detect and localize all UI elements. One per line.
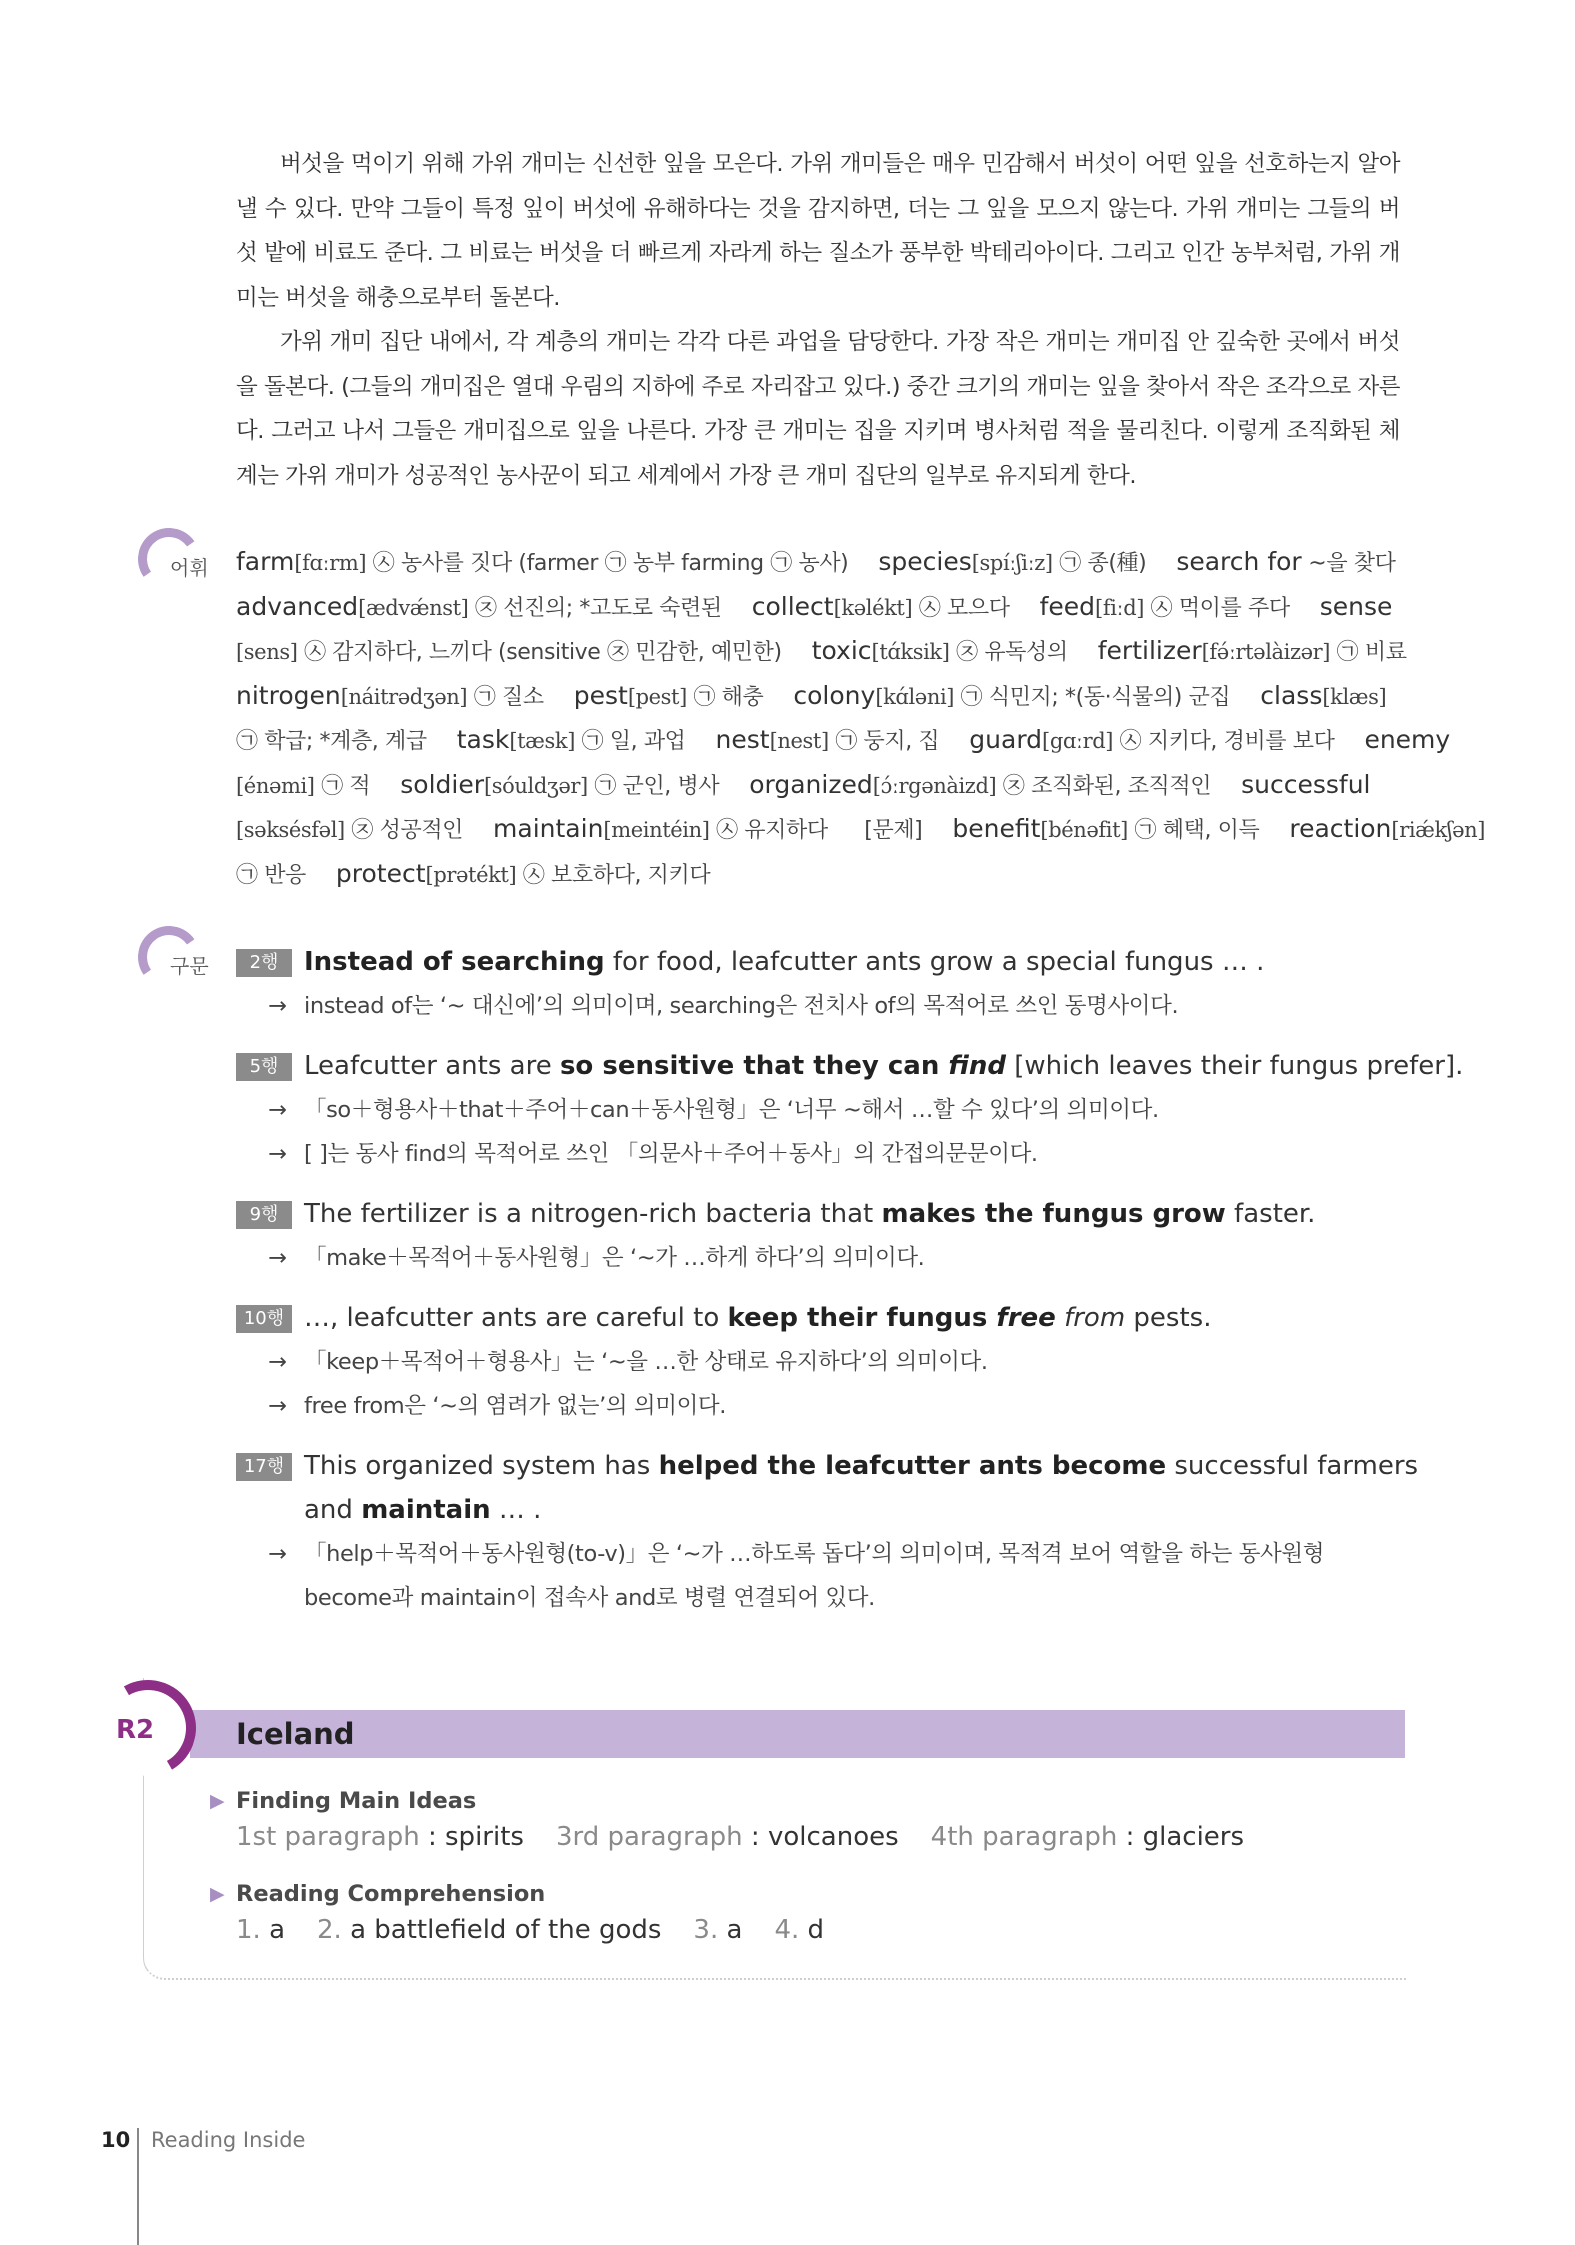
- answer-value: a: [260, 1915, 286, 1945]
- vocab-meaning: ㉨ 유독성의: [949, 640, 1068, 665]
- vocab-meaning: ~을 찾다: [1301, 551, 1396, 576]
- vocab-phonetic: [ædvǽnst]: [358, 595, 469, 620]
- vocab-meaning: ㉠ 학급; *계층, 계급: [236, 729, 427, 754]
- vocab-word: toxic: [811, 636, 872, 665]
- vocab-word: fertilizer: [1097, 636, 1202, 665]
- vocab-meaning: ㉦ 지키다, 경비를 보다: [1113, 729, 1335, 754]
- grammar-note-text: 「help＋목적어＋동사원형(to-v)」은 ‘~가 …하도록 돕다’의 의미이며, 목적격 보어 역할을 하는 동사원형: [304, 1541, 1325, 1567]
- vocab-meaning: [문제]: [857, 818, 923, 843]
- grammar-note-text: 「so＋형용사＋that＋주어＋can＋동사원형」은 ‘너무 ~해서 …할 수 있다’의 의미이다.: [304, 1097, 1159, 1123]
- vocab-word: species: [878, 547, 972, 576]
- answer-value: d: [799, 1915, 825, 1945]
- vocab-word: collect: [751, 591, 834, 621]
- vocab-phonetic: [kɑ́ləni]: [875, 684, 955, 709]
- r2-title-band: [190, 1710, 1405, 1758]
- answer-value: a battlefield of the gods: [341, 1915, 662, 1945]
- vocab-meaning: ㉠ 비료: [1330, 640, 1407, 665]
- vocab-line: [236, 718, 1451, 763]
- grammar-note: [236, 1236, 1426, 1280]
- answer-separator: :: [742, 1822, 768, 1852]
- vocab-phonetic: [klæs]: [1322, 684, 1387, 709]
- vocab-meaning: ㉠ 둥지, 집: [828, 729, 940, 754]
- vocab-line: [236, 674, 1416, 719]
- vocab-phonetic: [fiːd]: [1095, 595, 1145, 620]
- grammar-sentence-text: Leafcutter ants are so sensitive that they can find [which leaves their fungus prefer].: [304, 1051, 1464, 1081]
- page-number: 10: [101, 2128, 131, 2152]
- r2-title: Iceland: [236, 1717, 355, 1751]
- answer-key: 1.: [236, 1915, 261, 1945]
- grammar-sentence: [236, 1296, 1426, 1340]
- book-title: Reading Inside: [151, 2128, 306, 2152]
- grammar-sentence-text: Instead of searching for food, leafcutter ants grow a special fungus … .: [304, 947, 1265, 977]
- grammar-note: [236, 1132, 1426, 1176]
- grammar-sentence: [236, 940, 1426, 984]
- vocab-meaning: ㉨ 조직화된, 조직적인: [996, 773, 1212, 799]
- answer-value: a: [718, 1915, 743, 1945]
- vocab-line: [236, 852, 1416, 897]
- grammar-sentence-continued: and maintain … .: [304, 1495, 542, 1525]
- vocab-phonetic: [fə́ːrtəlàizər]: [1201, 640, 1331, 664]
- grammar-sentence-text: …, leafcutter ants are careful to keep their fungus free from pests.: [304, 1303, 1212, 1333]
- main-ideas-answers: [236, 1822, 1244, 1852]
- vocab-word: pest: [573, 680, 628, 710]
- comprehension-answers: [236, 1915, 824, 1945]
- vocab-word: colony: [793, 680, 876, 710]
- vocab-word: benefit: [952, 814, 1041, 843]
- vocab-line: [236, 629, 1416, 674]
- line-number-badge: 2행: [236, 949, 292, 977]
- grammar-note-text: [ ]는 동사 find의 목적어로 쓰인 「의문사＋주어＋동사」의 간접의문문이다.: [304, 1141, 1038, 1167]
- translation-paragraph-1: 버섯을 먹이기 위해 가위 개미는 신선한 잎을 모은다. 가위 개미들은 매우 민감해서 버섯이 어떤 잎을 선호하는지 알아낼 수 있다. 만약 그들이 특정 잎이 버섯에 유해하다는 것을 감지하면, 더는 그 잎을 모으지 않는다. 가위 개미는 그들의 버섯 밭에 비료도 준다. 그 비료는 버섯을 더 빠르게 자라게 하는 질소가 풍부한 박테리아이다. 그리고 인간 농부처럼, 가위 개미는 버섯을 해충으로부터 돌본다.: [236, 151, 1400, 311]
- grammar-sentence: [236, 1444, 1426, 1488]
- vocab-phonetic: [kəlékt]: [833, 595, 913, 620]
- grammar-sentence-text: The fertilizer is a nitrogen-rich bacteria that makes the fungus grow faster.: [304, 1199, 1316, 1229]
- vocab-word: nest: [715, 725, 770, 754]
- vocab-word: guard: [969, 725, 1043, 754]
- vocab-block: [236, 540, 1486, 896]
- vocab-meaning: ㉠ 식민지; *(동·식물의) 군집: [954, 684, 1231, 710]
- vocab-word: enemy: [1364, 725, 1451, 754]
- vocab-meaning: ㉦ 감지하다, 느끼다 (sensitive ㉨ 민감한, 예민한): [297, 640, 782, 665]
- vocab-phonetic: [nest]: [769, 729, 829, 753]
- vocab-word: successful: [1241, 769, 1371, 799]
- vocab-word: farm: [236, 547, 295, 576]
- vocab-meaning: ㉨ 성공적인: [344, 818, 464, 843]
- vocab-meaning: ㉨ 선진의; *고도로 숙련된: [468, 595, 722, 621]
- vocab-meaning: ㉠ 반응: [236, 862, 306, 888]
- translation-block: [236, 142, 1400, 498]
- vocab-word: feed: [1039, 591, 1096, 621]
- vocab-meaning: ㉦ 모으다: [912, 595, 1010, 621]
- main-ideas-heading-text: Finding Main Ideas: [236, 1788, 477, 1814]
- vocab-word: advanced: [236, 591, 359, 621]
- main-ideas-heading: [210, 1788, 476, 1814]
- grammar-note: [236, 984, 1426, 1028]
- vocab-phonetic: [tæsk]: [509, 729, 575, 753]
- arrow-icon: →: [268, 993, 287, 1019]
- grammar-item: [236, 1044, 1464, 1176]
- vocab-phonetic: [náitrədʒən]: [340, 684, 468, 709]
- arrow-icon: →: [268, 1097, 287, 1123]
- grammar-note-text: instead of는 ‘~ 대신에’의 의미이며, searching은 전치사 of의 목적어로 쓰인 동명사이다.: [304, 993, 1179, 1019]
- line-number-badge: 9행: [236, 1201, 292, 1229]
- vocab-phonetic: [spíːʃiːz]: [971, 551, 1053, 575]
- vocab-line: [236, 807, 1486, 852]
- vocab-label: 어휘: [170, 556, 209, 580]
- grammar-note: [236, 1384, 1426, 1428]
- vocab-meaning: ㉠ 질소: [467, 684, 544, 710]
- answer-key: 1st paragraph: [236, 1822, 420, 1852]
- vocab-word: organized: [749, 769, 873, 799]
- vocab-phonetic: [meintéin]: [603, 818, 710, 842]
- answer-key: 2.: [317, 1915, 342, 1945]
- vocab-meaning: ㉠ 군인, 병사: [587, 773, 720, 799]
- grammar-sentence: [236, 1192, 1426, 1236]
- line-number-badge: 10행: [236, 1305, 292, 1333]
- vocab-meaning: ㉠ 적: [314, 773, 371, 799]
- vocab-phonetic: [fɑːrm]: [294, 551, 367, 575]
- vocab-word: class: [1260, 680, 1323, 710]
- triangle-icon: ▶: [210, 1883, 225, 1905]
- vocab-phonetic: [səksésfəl]: [236, 818, 345, 842]
- grammar-note: [236, 1532, 1426, 1576]
- grammar-note-continued: become과 maintain이 접속사 and로 병렬 연결되어 있다.: [304, 1585, 875, 1611]
- vocab-word: protect: [335, 858, 426, 888]
- vocab-phonetic: [prətékt]: [425, 862, 517, 887]
- vocab-phonetic: [gɑːrd]: [1042, 729, 1114, 753]
- vocab-phonetic: [bénəfit]: [1040, 818, 1128, 842]
- vocab-word: nitrogen: [236, 680, 341, 710]
- grammar-label: 구문: [170, 954, 209, 978]
- grammar-sentence-text: This organized system has helped the leafcutter ants become successful farmers: [304, 1451, 1419, 1481]
- grammar-note: [236, 1088, 1426, 1132]
- arrow-icon: →: [268, 1349, 287, 1375]
- line-number-badge: 17행: [236, 1453, 292, 1481]
- answer-key: 4th paragraph: [930, 1822, 1118, 1852]
- grammar-note-text: free from은 ‘~의 염려가 없는’의 의미이다.: [304, 1393, 727, 1419]
- arrow-icon: →: [268, 1245, 287, 1271]
- answer-separator: :: [419, 1822, 446, 1852]
- arrow-icon: →: [268, 1393, 287, 1419]
- grammar-sentence: [236, 1044, 1464, 1088]
- footer-rule: [137, 2128, 139, 2245]
- grammar-item: [236, 1192, 1426, 1280]
- answer-key: 3.: [693, 1915, 719, 1945]
- vocab-meaning: ㉦ 농사를 짓다 (farmer ㉠ 농부 farming ㉠ 농사): [366, 551, 849, 576]
- comprehension-heading-text: Reading Comprehension: [236, 1881, 546, 1907]
- vocab-line: [236, 540, 1416, 585]
- r2-label: R2: [116, 1715, 155, 1745]
- answer-key: 3rd paragraph: [555, 1822, 743, 1852]
- grammar-item: [236, 1296, 1426, 1428]
- vocab-word: task: [456, 725, 510, 754]
- answer-value: volcanoes: [767, 1822, 899, 1852]
- answer-value: glaciers: [1142, 1822, 1245, 1852]
- vocab-phonetic: [riǽkʃən]: [1391, 818, 1486, 842]
- vocab-line: [236, 585, 1416, 630]
- arrow-icon: →: [268, 1541, 287, 1567]
- grammar-item: [236, 1444, 1426, 1620]
- answer-key: 4.: [774, 1915, 800, 1945]
- vocab-phonetic: [sóuldʒər]: [484, 773, 588, 798]
- comprehension-heading: [210, 1881, 545, 1907]
- vocab-meaning: ㉠ 혜택, 이득: [1127, 818, 1260, 843]
- answer-value: spirits: [445, 1822, 524, 1852]
- vocab-meaning: ㉦ 유지하다: [709, 818, 828, 843]
- translation-paragraph-2: 가위 개미 집단 내에서, 각 계층의 개미는 각각 다른 과업을 담당한다. 가장 작은 개미는 개미집 안 깊숙한 곳에서 버섯을 돌본다. (그들의 개미집은 열대 우림의 지하에 주로 자리잡고 있다.) 중간 크기의 개미는 잎을 찾아서 작은 조각으로 자른다. 그러고 나서 그들은 개미집으로 잎을 나른다. 가장 큰 개미는 집을 지키며 병사처럼 적을 물리친다. 이렇게 조직화된 체계는 가위 개미가 성공적인 농사꾼이 되고 세계에서 가장 큰 개미 집단의 일부로 유지되게 한다.: [236, 329, 1400, 489]
- vocab-phonetic: [ɔ́ːrgənàizd]: [872, 773, 997, 798]
- answer-separator: :: [1117, 1822, 1143, 1852]
- vocab-phonetic: [sens]: [236, 640, 298, 664]
- vocab-word: maintain: [493, 814, 604, 843]
- vocab-meaning: ㉦ 보호하다, 지키다: [516, 862, 711, 888]
- grammar-note-text: 「keep＋목적어＋형용사」는 ‘~을 …한 상태로 유지하다’의 의미이다.: [304, 1349, 988, 1375]
- triangle-icon: ▶: [210, 1790, 225, 1812]
- vocab-meaning: ㉠ 해충: [686, 684, 764, 710]
- vocab-word: soldier: [400, 769, 484, 799]
- arrow-icon: →: [268, 1141, 287, 1167]
- vocab-phonetic: [énəmi]: [236, 773, 315, 798]
- grammar-note: [236, 1340, 1426, 1384]
- vocab-line: [236, 763, 1416, 808]
- vocab-meaning: ㉠ 일, 과업: [575, 729, 686, 754]
- vocab-word: search for: [1176, 547, 1302, 576]
- grammar-block: [236, 940, 1464, 1636]
- vocab-meaning: ㉠ 종(種): [1052, 551, 1147, 576]
- grammar-item: [236, 940, 1426, 1028]
- line-number-badge: 5행: [236, 1053, 292, 1081]
- grammar-note-text: 「make＋목적어＋동사원형」은 ‘~가 …하게 하다’의 의미이다.: [304, 1245, 925, 1271]
- vocab-word: sense: [1319, 591, 1393, 621]
- vocab-phonetic: [pest]: [627, 684, 687, 709]
- vocab-phonetic: [tɑ́ksik]: [871, 640, 950, 664]
- vocab-word: reaction: [1289, 814, 1392, 843]
- vocab-meaning: ㉦ 먹이를 주다: [1144, 595, 1290, 621]
